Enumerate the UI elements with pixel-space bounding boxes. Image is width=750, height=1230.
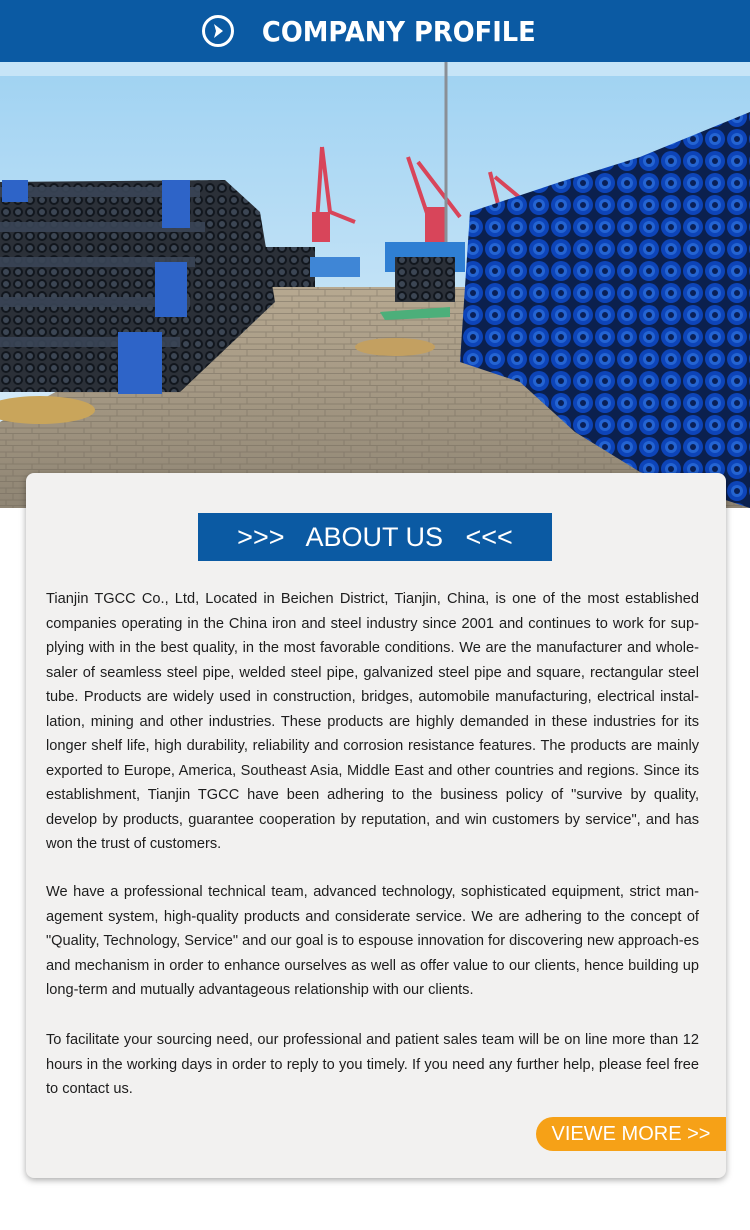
about-us-banner: >>> ABOUT US <<< [198, 513, 552, 561]
contact-paragraph: To facilitate your sourcing need, our professional and patient sales team will be on line more than 12 hours in the working days in order to reply to you timely. If you need any further help, please feel free to contact us. [46, 1032, 699, 1097]
view-more-button[interactable]: VIEWE MORE >> [536, 1117, 726, 1151]
page-title: COMPANY PROFILE [262, 14, 536, 48]
intro-paragraph: Tianjin TGCC Co., Ltd, Located in Beichen District, Tianjin, China, is one of the most established companies operating in the China iron and steel industry since 2001 and continues to work for sup-plying with in the best quality, in the most favorable conditions. We are the manufacturer and whole-saler of seamless steel pipe, welded steel pipe, galvanized steel pipe and square, rectangular steel tube. Products are widely used in construction, bridges, automobile manufacturing, electrical instal-lation, mining and other industries. These products are highly demanded in these industries for its longer shelf life, high durability, reliability and corrosion resistance features. The products are mainly exported to Europe, America, Southeast Asia, Middle East and other countries and regions. Since its establishment, Tianjin TGCC have been adhering to the business policy of "survive by quality, develop by products, guarantee cooperation by reputation, and win customers by service", and has won the trust of customers. [46, 591, 699, 852]
chevron-right-circle-icon [202, 15, 234, 47]
steel-pipe-yard-photo [0, 62, 750, 508]
team-paragraph: We have a professional technical team, advanced technology, sophisticated equipment, strict man-agement system, high-quality products and considerate service. We are adhering to the concept of "Quality, Technology, Service" and our goal is to espouse innovation for discovering new approach-es and mechanism in order to enhance ourselves as well as offer value to our clients, hence building up long-term and mutually advantageous relationship with our clients. [46, 884, 699, 998]
page-header [0, 0, 750, 62]
